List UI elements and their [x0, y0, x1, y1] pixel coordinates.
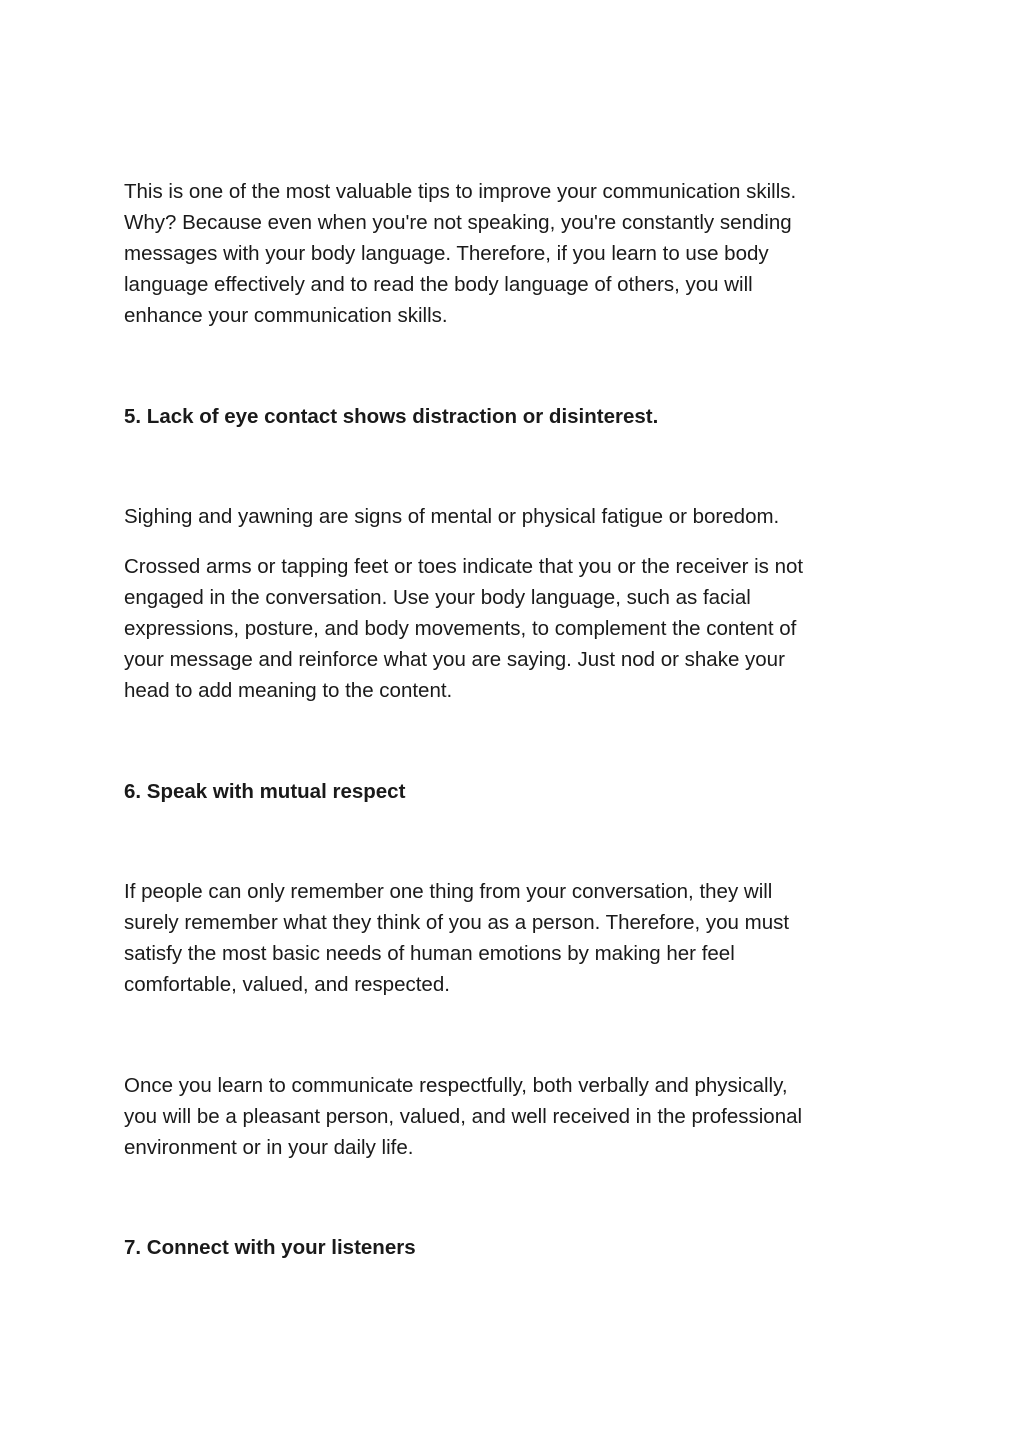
heading-mutual-respect: 6. Speak with mutual respect	[124, 780, 406, 803]
text-line: Crossed arms or tapping feet or toes indicate that you or the receiver is not	[124, 555, 804, 578]
text-line: Once you learn to communicate respectfully, both verbally and physically,	[124, 1074, 788, 1097]
text-line: expressions, posture, and body movements, to complement the content of	[124, 617, 797, 640]
text-line: surely remember what they think of you as a person. Therefore, you must	[124, 911, 790, 934]
text-line: enhance your communication skills.	[124, 304, 448, 327]
text-line: you will be a pleasant person, valued, and well received in the professional	[124, 1105, 803, 1128]
heading-connect-listeners: 7. Connect with your listeners	[124, 1236, 416, 1259]
text-line: messages with your body language. Therefore, if you learn to use body	[124, 242, 769, 265]
text-line: language effectively and to read the body language of others, you will	[124, 273, 753, 296]
paragraph-sighing-yawning	[124, 501, 904, 532]
text-line: Why? Because even when you're not speaking, you're constantly sending	[124, 211, 792, 234]
text-line: Sighing and yawning are signs of mental or physical fatigue or boredom.	[124, 505, 780, 528]
paragraph-communicate-respectfully	[124, 1070, 904, 1163]
text-line: satisfy the most basic needs of human emotions by making her feel	[124, 942, 735, 965]
heading-eye-contact: 5. Lack of eye contact shows distraction or disinterest.	[124, 405, 659, 428]
text-line: head to add meaning to the content.	[124, 679, 453, 702]
paragraph-crossed-arms	[124, 551, 904, 706]
text-line: This is one of the most valuable tips to improve your communication skills.	[124, 180, 797, 203]
text-line: comfortable, valued, and respected.	[124, 973, 450, 996]
text-line: engaged in the conversation. Use your body language, such as facial	[124, 586, 751, 609]
text-line: your message and reinforce what you are saying. Just nod or shake your	[124, 648, 785, 671]
paragraph-remember-person	[124, 876, 904, 1000]
text-line: environment or in your daily life.	[124, 1136, 414, 1159]
text-line: If people can only remember one thing from your conversation, they will	[124, 880, 773, 903]
paragraph-body-language-intro	[124, 176, 904, 331]
